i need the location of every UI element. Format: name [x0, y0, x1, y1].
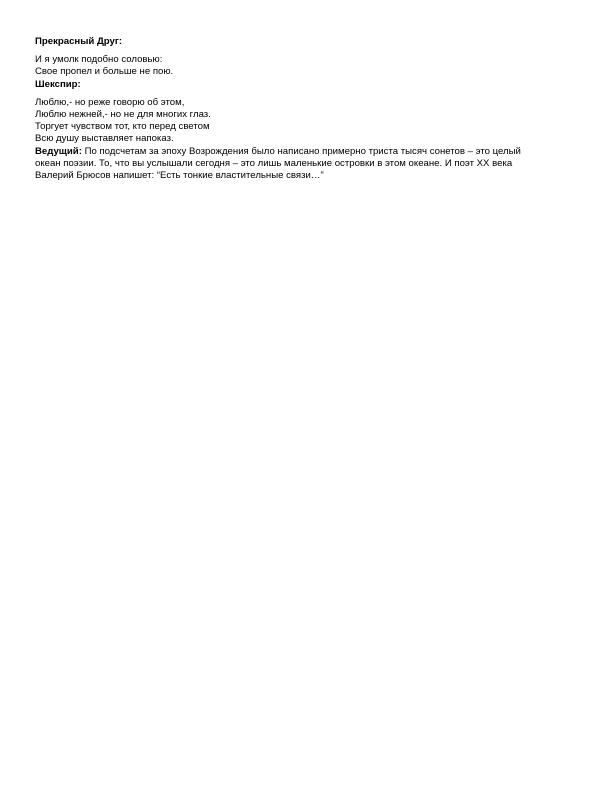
narration-line — [35, 146, 580, 158]
narration-line: Валерий Брюсов напишет: “Есть тонкие властительные связи…” — [35, 170, 324, 182]
verse-line: Люблю,- но реже говорю об этом, — [35, 96, 185, 108]
verse-block-friend — [35, 54, 580, 78]
verse-line: Люблю нежней,- но не для многих глаз. — [35, 109, 211, 121]
narration-text: По подсчетам за эпоху Возрождения было написано примерно триста тысяч сонетов – это целый — [81, 145, 521, 157]
verse-line: Торгует чувством тот, кто перед светом — [35, 121, 210, 133]
verse-line: И я умолк подобно соловью: — [35, 54, 163, 66]
speaker-heading-shakespeare: Шекспир: — [35, 78, 81, 90]
verse-line: Всю душу выставляет напоказ. — [35, 133, 174, 145]
narration-line: океан поэзии. То, что вы услышали сегодня – это лишь маленькие островки в этом океане. И поэт XX века — [35, 157, 513, 169]
document-page — [35, 36, 580, 182]
narration-paragraph — [35, 146, 580, 183]
narrator-label: Ведущий: — [35, 145, 82, 157]
verse-line: Свое пропел и больше не пою. — [35, 66, 174, 78]
speaker-heading-friend: Прекрасный Друг: — [35, 36, 123, 47]
verse-block-shakespeare — [35, 97, 580, 146]
